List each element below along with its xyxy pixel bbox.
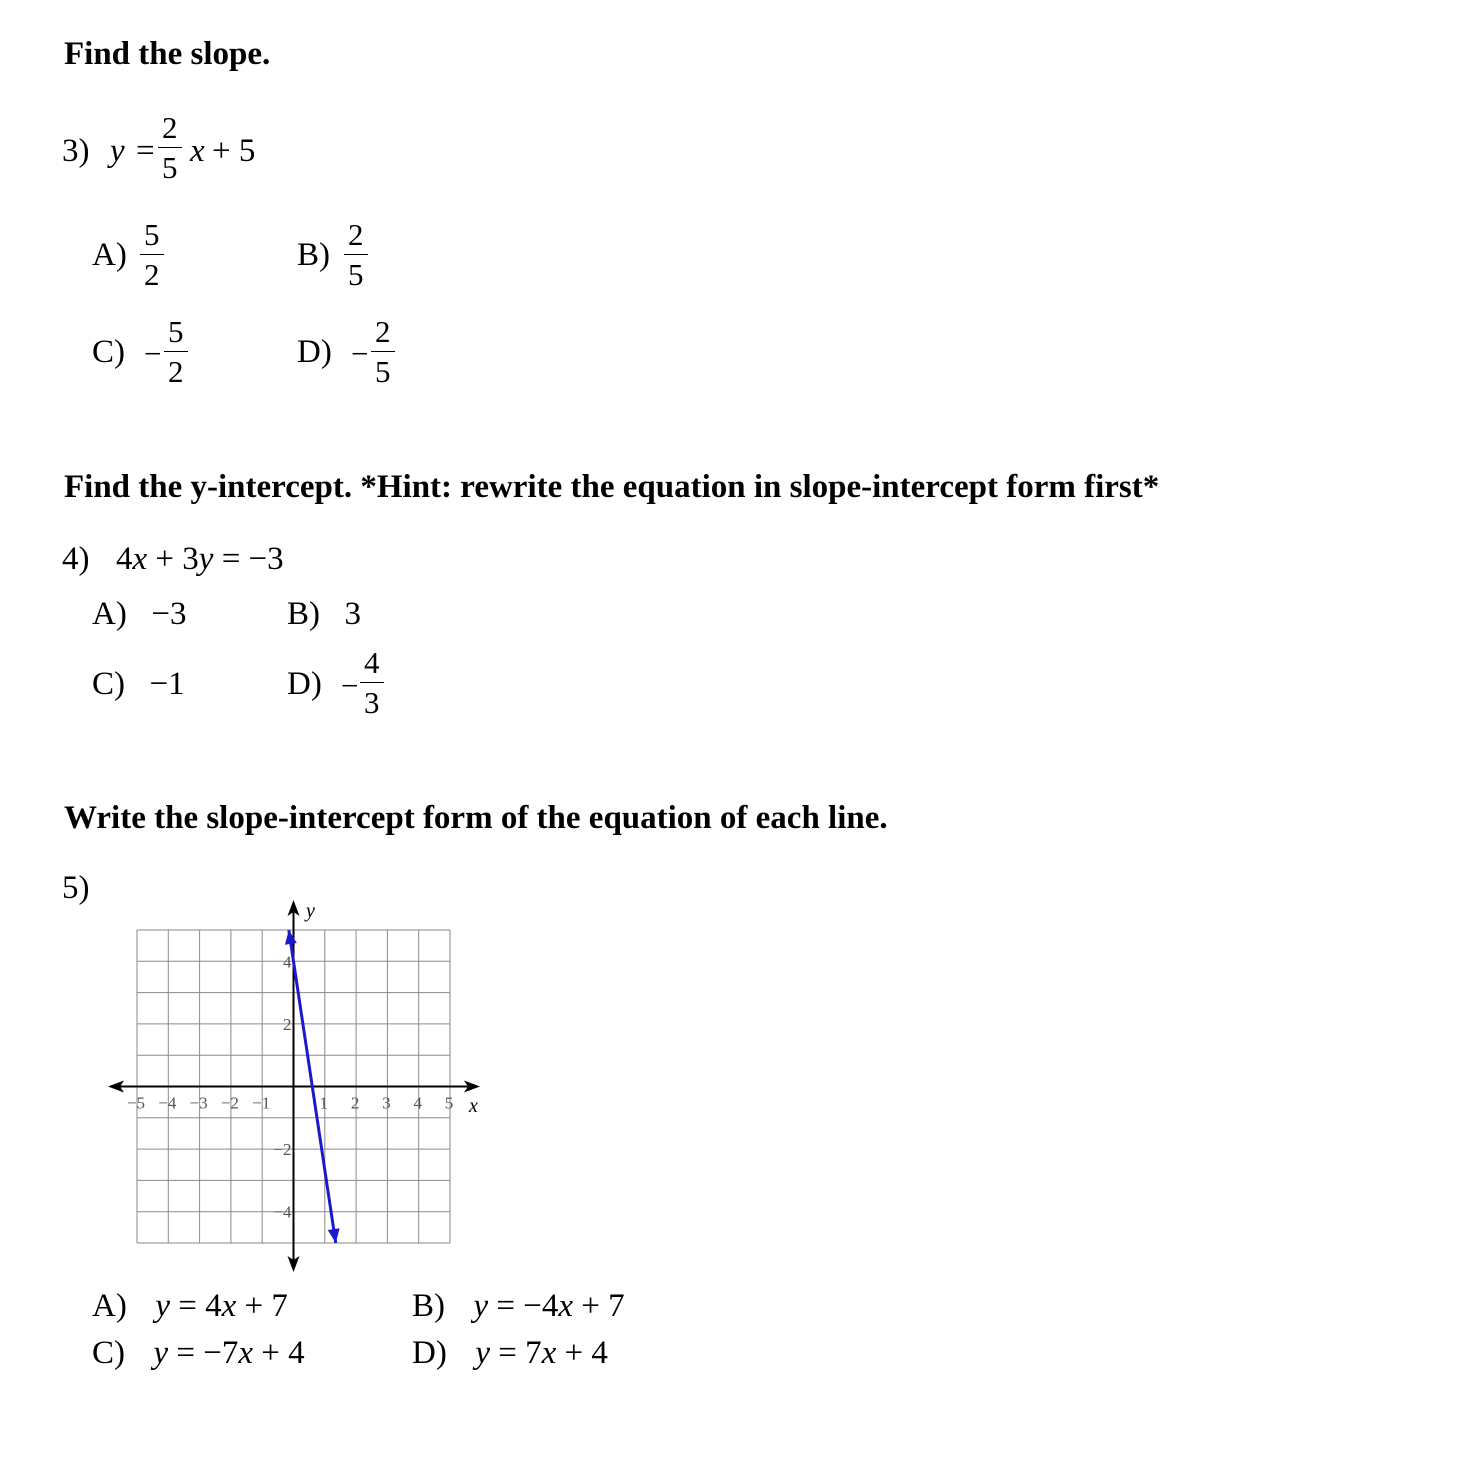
section-heading-slope-intercept: Write the slope-intercept form of the equation of each line.: [64, 800, 888, 836]
equation-part: = −7: [168, 1335, 239, 1371]
choice-5a[interactable]: [92, 1288, 288, 1325]
choice-label: A): [92, 1288, 127, 1324]
problem-number: 3): [62, 133, 90, 169]
equation-variable: y: [198, 541, 214, 577]
choice-4a[interactable]: [92, 596, 186, 633]
fraction-denominator: 2: [144, 257, 160, 292]
x-tick-label: 1: [319, 1093, 329, 1113]
choice-fraction: [164, 316, 188, 387]
problem-4: [62, 541, 284, 578]
fraction-numerator: 5: [144, 217, 160, 252]
equation-part: = 4: [169, 1288, 222, 1324]
fraction-numerator: 2: [162, 110, 178, 145]
choice-value: 3: [344, 596, 361, 632]
choice-value: −3: [151, 596, 187, 632]
fraction-denominator: 5: [162, 150, 178, 185]
equation-part: + 3: [147, 541, 199, 577]
section-heading-y-intercept: Find the y-intercept. *Hint: rewrite the equation in slope-intercept form first*: [64, 469, 1160, 505]
x-axis-label: x: [469, 1095, 478, 1117]
choice-label: C): [92, 666, 125, 702]
fraction-denominator: 2: [168, 354, 184, 389]
y-tick-label: −2: [273, 1140, 292, 1160]
choice-label: B): [287, 596, 320, 632]
equation-variable: x: [132, 541, 148, 577]
y-tick-label: −4: [273, 1202, 292, 1222]
minus-sign: −: [341, 668, 359, 703]
choice-label: C): [92, 334, 125, 370]
choice-value: −1: [149, 666, 185, 702]
fraction-denominator: 5: [375, 354, 391, 389]
equation-lhs: y: [110, 133, 125, 169]
equation-part: + 4: [556, 1335, 608, 1371]
equation-variable: y: [155, 1288, 170, 1324]
x-tick-label: −3: [189, 1093, 208, 1113]
choice-label: B): [297, 237, 330, 273]
choice-label: A): [92, 237, 127, 273]
equation-variable: y: [473, 1288, 489, 1324]
x-tick-labels: [127, 1094, 453, 1113]
equation-part: + 7: [573, 1288, 625, 1324]
choice-5b[interactable]: [412, 1288, 625, 1325]
minus-sign: −: [144, 336, 162, 371]
equation-part: = −3: [213, 541, 284, 577]
choice-fraction: [344, 219, 368, 290]
equation-equals: =: [136, 133, 155, 169]
choice-label: D): [287, 666, 322, 702]
equation-variable: x: [221, 1288, 237, 1324]
x-tick-label: −1: [252, 1093, 271, 1113]
fraction-numerator: 2: [348, 217, 364, 252]
choice-label: D): [412, 1335, 447, 1371]
x-tick-label: 4: [413, 1093, 422, 1113]
choice-5d[interactable]: [412, 1335, 608, 1372]
equation-fraction: [158, 112, 182, 183]
fraction-numerator: 2: [375, 314, 391, 349]
y-tick-label: 2: [283, 1014, 292, 1034]
equation-variable: x: [558, 1288, 574, 1324]
x-tick-label: −5: [126, 1093, 146, 1113]
problem-number: 4): [62, 541, 90, 577]
y-tick-label: 4: [283, 952, 292, 972]
equation-variable: x: [190, 133, 205, 169]
equation-variable: y: [153, 1335, 169, 1371]
coordinate-graph: [100, 895, 500, 1280]
equation-part: = 7: [489, 1335, 542, 1371]
equation-variable: x: [541, 1335, 557, 1371]
x-tick-label: 3: [382, 1093, 391, 1113]
choice-4b[interactable]: [287, 596, 361, 633]
series-arrow-end: [328, 1228, 340, 1243]
equation-variable: y: [475, 1335, 490, 1371]
problem-number-5: 5): [62, 870, 90, 906]
equation-part: + 4: [253, 1335, 305, 1371]
choice-5c[interactable]: [92, 1335, 305, 1372]
choice-fraction: [371, 316, 395, 387]
choice-fraction: [360, 647, 384, 718]
x-tick-label: −4: [158, 1093, 177, 1113]
equation-variable: x: [238, 1335, 254, 1371]
choice-label: A): [92, 596, 127, 632]
minus-sign: −: [351, 336, 369, 371]
fraction-numerator: 4: [364, 645, 380, 680]
equation-part: + 7: [236, 1288, 288, 1324]
x-tick-label: −2: [220, 1093, 239, 1113]
equation-part: = −4: [488, 1288, 559, 1324]
choice-4c[interactable]: [92, 666, 185, 703]
x-tick-label: 5: [444, 1093, 454, 1113]
section-heading-slope: Find the slope.: [64, 36, 271, 72]
choice-label: B): [412, 1288, 445, 1324]
choice-label: D): [297, 334, 332, 370]
fraction-denominator: 3: [364, 685, 380, 720]
choice-fraction: [140, 219, 164, 290]
series-arrow-start: [285, 930, 297, 945]
x-tick-label: 2: [350, 1093, 360, 1113]
equation-part: 4: [116, 541, 133, 577]
fraction-numerator: 5: [168, 314, 184, 349]
y-axis-label: y: [306, 900, 315, 922]
choice-label: C): [92, 1335, 125, 1371]
fraction-denominator: 5: [348, 257, 364, 292]
equation-tail: + 5: [212, 133, 256, 169]
